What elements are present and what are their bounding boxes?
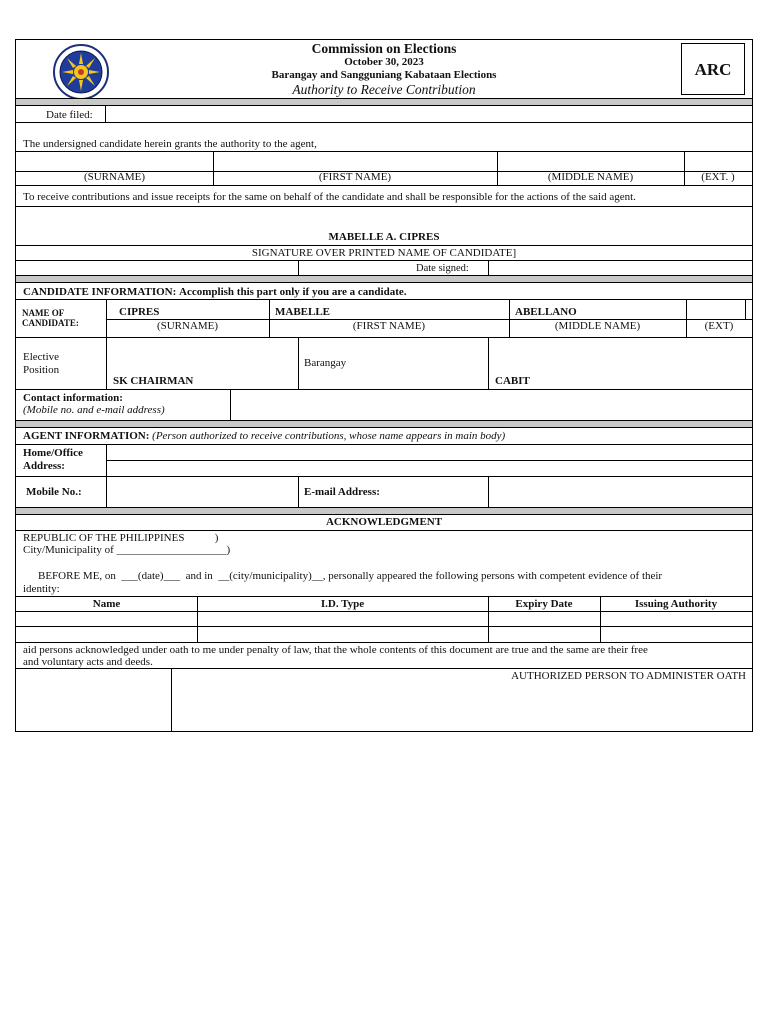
agent-address-field[interactable] <box>107 445 752 475</box>
agent-email-field[interactable] <box>489 477 752 507</box>
form-code: ARC <box>694 60 732 79</box>
candidate-middle-name-value: ABELLANO <box>515 306 577 318</box>
section-band <box>16 507 752 515</box>
col-id-type: I.D. Type <box>320 598 365 610</box>
city-line: City/Municipality of ____________________) <box>23 544 231 556</box>
col-issuing-authority: Issuing Authority <box>634 598 718 610</box>
election-date: October 30, 2023 <box>344 56 424 68</box>
candidate-label: CANDIDATE: <box>22 318 79 328</box>
authorized-person-label: AUTHORIZED PERSON TO ADMINISTER OATH <box>511 670 746 682</box>
section-band <box>16 420 752 428</box>
agent-section-header: AGENT INFORMATION: (Person authorized to receive contributions, whose name appears in main body) <box>23 430 506 442</box>
contact-info-field[interactable] <box>231 390 752 420</box>
address-label-2: Address: <box>23 460 65 472</box>
comelec-seal <box>47 44 115 100</box>
section-band <box>16 98 752 106</box>
candidate-first-name-label: (FIRST NAME) <box>352 320 426 332</box>
before-me-text-2: identity: <box>23 583 60 595</box>
election-name: Barangay and Sangguniang Kabataan Elections <box>271 69 497 81</box>
arc-form <box>15 39 753 732</box>
candidate-surname-label: (SURNAME) <box>156 320 219 332</box>
before-me-text: BEFORE ME, on ___(date)___ and in __(city/municipality)__, personally appeared the following persons with competent evidence of their <box>38 570 663 582</box>
form-title: Authority to Receive Contribution <box>292 82 476 97</box>
agent-middle-name-label: (MIDDLE NAME) <box>547 171 634 183</box>
date-signed-label: Date signed: <box>416 263 469 274</box>
candidate-ext-label: (EXT) <box>704 320 734 332</box>
elective-position-value: SK CHAIRMAN <box>113 375 194 387</box>
email-label: E-mail Address: <box>304 486 380 498</box>
col-expiry-date: Expiry Date <box>515 598 573 610</box>
receive-text: To receive contributions and issue receipts for the same on behalf of the candidate and shall be responsible for the actions of the said agent. <box>23 191 636 203</box>
candidate-first-name-value: MABELLE <box>275 306 331 318</box>
mobile-label: Mobile No.: <box>26 486 82 498</box>
date-filed-label: Date filed: <box>46 109 93 121</box>
agent-mobile-field[interactable] <box>107 477 298 507</box>
candidate-middle-name-label: (MIDDLE NAME) <box>554 320 641 332</box>
republic-line: REPUBLIC OF THE PHILIPPINES ) <box>23 532 219 544</box>
name-of-label: NAME OF <box>22 308 65 318</box>
candidate-surname-value: CIPRES <box>119 306 160 318</box>
barangay-label: Barangay <box>304 357 347 369</box>
contact-note: (Mobile no. and e-mail address) <box>23 404 165 416</box>
contact-label: Contact information: <box>23 392 123 404</box>
address-label-1: Home/Office <box>23 447 83 459</box>
candidate-section-header: CANDIDATE INFORMATION: Accomplish this part only if you are a candidate. <box>23 286 407 298</box>
section-band <box>16 275 752 283</box>
agent-first-name-label: (FIRST NAME) <box>318 171 392 183</box>
form-code-box <box>681 43 745 95</box>
agent-surname-label: (SURNAME) <box>83 171 146 183</box>
oath-text-1: aid persons acknowledged under oath to me under penalty of law, that the whole contents of this document are true and the same are their free <box>23 644 648 656</box>
acknowledgment-title: ACKNOWLEDGMENT <box>325 516 443 528</box>
agent-ext-label: (EXT. ) <box>701 171 735 183</box>
candidate-signature-name: MABELLE A. CIPRES <box>328 231 440 243</box>
grant-text: The undersigned candidate herein grants the authority to the agent, <box>23 138 317 150</box>
col-name: Name <box>92 598 121 610</box>
position-label: Position <box>23 364 60 376</box>
seal-icon <box>47 44 115 100</box>
elective-label: Elective <box>23 351 60 363</box>
barangay-value: CABIT <box>495 375 530 387</box>
oath-text-2: and voluntary acts and deeds. <box>23 656 153 668</box>
signature-label: SIGNATURE OVER PRINTED NAME OF CANDIDATE] <box>251 247 517 259</box>
agency-name: Commission on Elections <box>311 41 457 56</box>
